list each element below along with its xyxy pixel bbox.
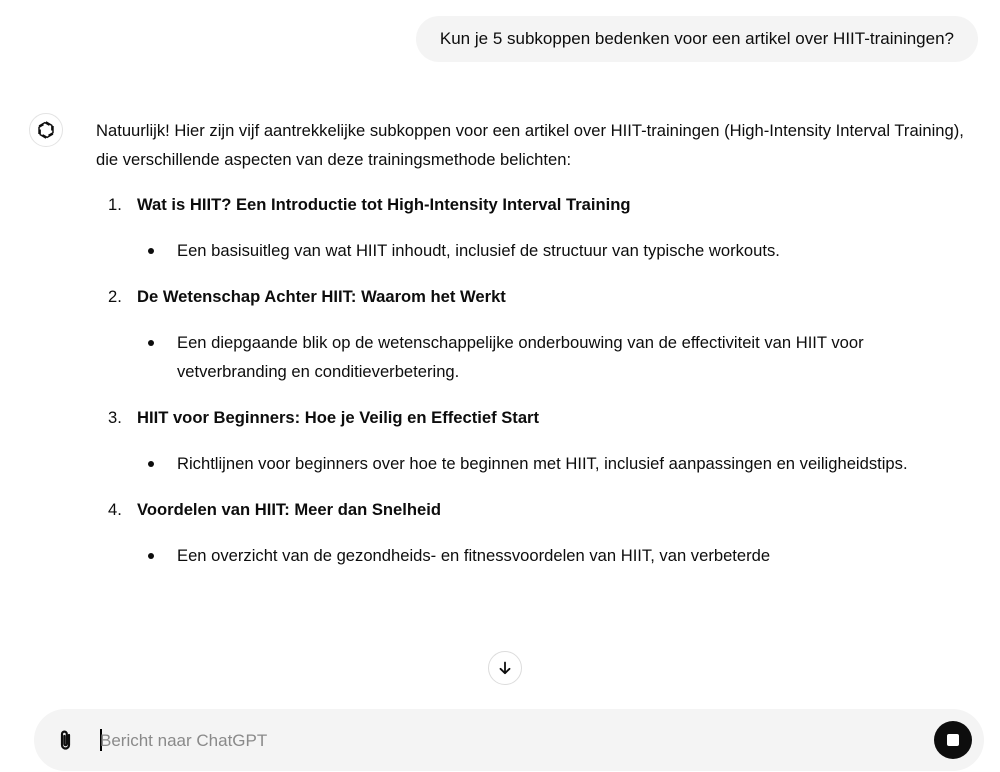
list-number: 3. bbox=[108, 408, 122, 427]
list-item bbox=[96, 495, 966, 524]
list-item bbox=[96, 190, 966, 219]
list-bullet bbox=[96, 449, 966, 478]
attach-file-button[interactable] bbox=[52, 726, 80, 754]
list-item bbox=[96, 282, 966, 311]
list-bullet bbox=[96, 236, 966, 265]
list-heading: HIIT voor Beginners: Hoe je Veilig en Effectief Start bbox=[137, 408, 540, 427]
list-heading: Wat is HIIT? Een Introductie tot High-Intensity Interval Training bbox=[137, 195, 631, 214]
list-number: 1. bbox=[108, 195, 122, 214]
list-heading: Voordelen van HIIT: Meer dan Snelheid bbox=[137, 500, 441, 519]
user-message-bubble bbox=[416, 16, 978, 62]
stop-icon bbox=[947, 734, 959, 746]
openai-logo-icon bbox=[29, 113, 63, 147]
bullet-text: Een overzicht van de gezondheids- en fitnessvoordelen van HIIT, van verbeterde bbox=[177, 546, 771, 565]
list-heading: De Wetenschap Achter HIIT: Waarom het Werkt bbox=[137, 287, 506, 306]
user-message-text: Kun je 5 subkoppen bedenken voor een artikel over HIIT-trainingen? bbox=[439, 29, 954, 48]
list-bullet bbox=[96, 328, 966, 386]
arrow-down-icon bbox=[497, 660, 513, 676]
list-number: 2. bbox=[108, 287, 122, 306]
bullet-text: Een diepgaande blik op de wetenschappelijke onderbouwing van de effectiviteit van HIIT voor vetverbranding en conditieverbetering. bbox=[177, 333, 864, 381]
paperclip-icon bbox=[56, 728, 76, 752]
scroll-to-bottom-button[interactable] bbox=[488, 651, 522, 685]
bullet-text: Een basisuitleg van wat HIIT inhoudt, inclusief de structuur van typische workouts. bbox=[177, 241, 780, 260]
list-number: 4. bbox=[108, 500, 122, 519]
scroll-fade bbox=[0, 690, 1000, 710]
bullet-text: Richtlijnen voor beginners over hoe te beginnen met HIIT, inclusief aanpassingen en veiligheidstips. bbox=[177, 454, 908, 473]
bullet-dot bbox=[148, 553, 154, 559]
stop-generating-button[interactable] bbox=[934, 721, 972, 759]
message-input[interactable] bbox=[98, 721, 902, 761]
bullet-dot bbox=[148, 461, 154, 467]
list-item bbox=[96, 403, 966, 432]
list-bullet bbox=[96, 541, 966, 570]
assistant-intro: Natuurlijk! Hier zijn vijf aantrekkelijke subkoppen voor een artikel over HIIT-trainingen (High-Intensity Interval Training), die verschillende aspecten van deze trainingsmethode belichten: bbox=[96, 121, 964, 169]
assistant-message bbox=[96, 116, 966, 570]
bullet-dot bbox=[148, 340, 154, 346]
message-composer bbox=[34, 709, 984, 771]
bullet-dot bbox=[148, 248, 154, 254]
